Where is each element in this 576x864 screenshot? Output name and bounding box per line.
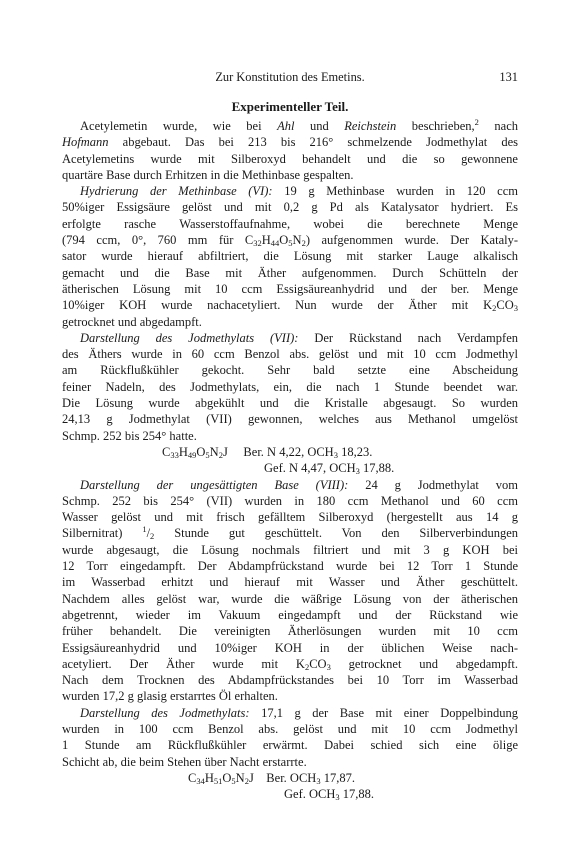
text-line: (794 ccm, 0°, 760 mm für $C_{32}H_{44}O_5N_2$) aufgenommen wurde. Der Kataly- <box>62 233 519 249</box>
text-line: Wasser gelöst und mit frisch gefälltem Silberoxyd (hergestellt aus 14 g <box>62 510 518 525</box>
text-line: Schmp. 252 bis 254° (VII) wurden in 180 ccm Methanol und 60 ccm <box>62 493 518 508</box>
text-line: getrocknet und abgedampft. <box>62 314 202 329</box>
text-line: Nachdem alles gelöst war, wurde die wäßrige Lösung von der ätherischen <box>62 591 518 606</box>
analysis-line: Gef. $OCH_3$ 17,88. <box>284 787 375 803</box>
text-line: Die Lösung wurde abgekühlt und die Kristalle abgesaugt. So wurden <box>62 396 518 411</box>
text-line: Darstellung des Jodmethylats (VII): Der Rückstand nach Verdampfen <box>80 330 518 345</box>
text-line: des Äthers wurde in 60 ccm Benzol abs. gelöst und mit 10 ccm Jodmethyl <box>62 347 518 362</box>
text-line: Nach dem Trocknen des Abdampfrückstandes bei 10 Torr im Wasserbad <box>62 673 518 688</box>
text-line: 10%iger KOH wurde nachacetyliert. Nun wurde der Äther mit $K_2CO_3$ <box>62 298 518 314</box>
text-line: Essigsäureanhydrid und 10%iger KOH in der üblichen Weise nach- <box>62 640 518 655</box>
text-line: 12 Torr eingedampft. Der Abdampfrückstand wurde bei 12 Torr 1 Stunde <box>62 559 518 574</box>
text-line: 50%iger Essigsäure gelöst und mit 0,2 g Pd als Katalysator hydriert. Es <box>62 200 518 215</box>
text-line: quartäre Base durch Erhitzen in die Methinbase gespalten. <box>62 167 354 182</box>
text-line: erfolgte rasche Wasserstoffaufnahme, wobei die berechnete Menge <box>62 216 518 231</box>
analysis-line: Gef. N 4,47, $OCH_3$ 17,88. <box>264 461 395 477</box>
text-line: früher behandelt. Die vereinigten Ätherlösungen wurden mit 10 ccm <box>62 624 518 639</box>
text-line: 1 Stunde am Rückflußkühler erwärmt. Dabei schied sich eine ölige <box>62 738 518 753</box>
text-line: sator wurde hierauf abfiltriert, die Lösung mit starker Lauge alkalisch <box>62 249 518 264</box>
text-line: 24,13 g Jodmethylat (VII) gewonnen, welches aus Methanol umgelöst <box>62 412 518 427</box>
analysis-line: $C_{33}H_{49}O_5N_2J$ Ber. N 4,22, $OCH_3$ 18,23. <box>162 444 373 460</box>
text-line: wurden 17,2 g glasig erstarrtes Öl erhalten. <box>62 689 278 704</box>
text-line: acetyliert. Der Äther wurde mit $K_2CO_3$ getrocknet und abgedampft. <box>62 656 518 672</box>
text-line: ätherischen Lösung mit 10 ccm Essigsäureanhydrid und der ber. Menge <box>62 281 518 296</box>
text-line: Hydrierung der Methinbase (VI): 19 g Methinbase wurden in 120 ccm <box>80 184 518 199</box>
text-line: Schicht ab, die beim Stehen über Nacht erstarrte. <box>62 754 307 769</box>
running-title: Zur Konstitution des Emetins. <box>215 70 365 84</box>
text-line: abgetrennt, wieder im Vakuum eingedampft und der Rückstand wie <box>62 607 518 622</box>
text-line: wurden in 100 ccm Benzol abs. gelöst und mit 10 ccm Jodmethyl <box>62 721 518 736</box>
running-header <box>62 70 518 86</box>
analysis-line: $C_{34}H_{51}O_5N_2J$ Ber. $OCH_3$ 17,87. <box>188 770 355 786</box>
page-number: 131 <box>499 70 518 84</box>
text-line: im Wasserbad erhitzt und hierauf mit Wasser und Äther geschüttelt. <box>62 575 518 590</box>
text-line: Acetylemetins wurde mit Silberoxyd behandelt und die so gewonnene <box>62 151 518 166</box>
text-line: gemacht und die Base mit Äther aufgenommen. Durch Schütteln der <box>62 265 518 280</box>
article-body <box>62 118 518 802</box>
text-line: feiner Nadeln, des Jodmethylats, ein, die nach 1 Stunde beendet war. <box>62 379 518 394</box>
text-line: am Rückflußkühler gekocht. Sehr bald setzte eine Abscheidung <box>62 363 518 378</box>
text-line: wurde abgesaugt, die Lösung nochmals filtriert und mit 3 g KOH bei <box>62 542 518 557</box>
text-line: Acetylemetin wurde, wie bei Ahl und Reichstein beschrieben,$^2$ nach <box>80 117 518 133</box>
text-line: Hofmann abgebaut. Das bei 213 bis 216° schmelzende Jodmethylat des <box>62 135 518 150</box>
section-title: Experimenteller Teil. <box>231 99 349 114</box>
text-line: Darstellung der ungesättigten Base (VIII): 24 g Jodmethylat vom <box>80 477 518 492</box>
text-line: Silbernitrat) $^1/_2$ Stunde gut geschüttelt. Von den Silberverbindungen <box>62 524 518 542</box>
text-line: Schmp. 252 bis 254° hatte. <box>62 428 197 443</box>
text-line: Darstellung des Jodmethylats: 17,1 g der Base mit einer Doppelbindung <box>80 705 518 720</box>
